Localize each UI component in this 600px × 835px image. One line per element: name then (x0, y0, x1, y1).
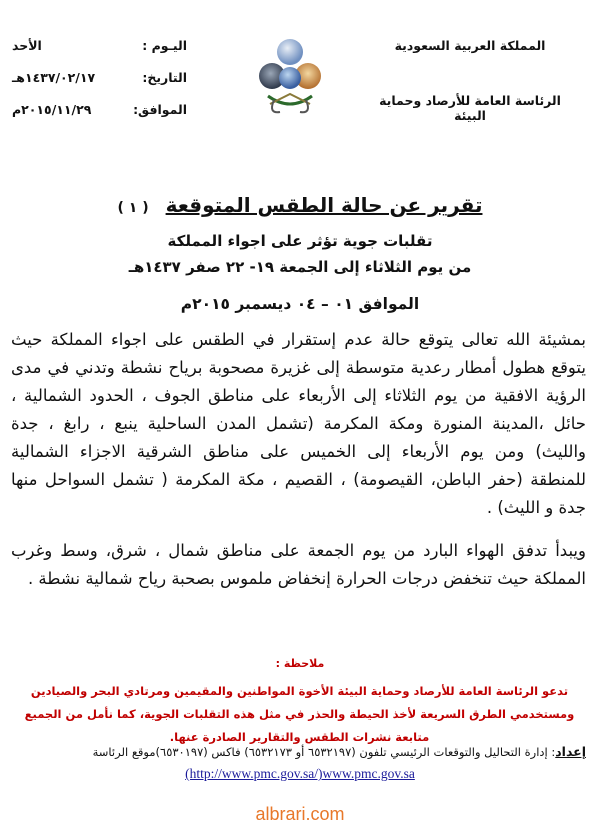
note-heading: ملاحظة : (275, 657, 325, 670)
greg-date-row (12, 102, 187, 117)
greg-date-value: ٢٠١٥/١١/٢٩م (12, 102, 92, 117)
watermark: albrari.com (255, 804, 345, 824)
report-title (0, 193, 600, 217)
agency-name: الرئاسة العامة للأرصاد وحماية البيئة (379, 93, 561, 123)
day-label: اليـوم : (142, 38, 187, 53)
header-org-block (370, 38, 570, 123)
pme-emblem-icon (240, 34, 340, 124)
day-row (12, 38, 187, 53)
report-number: ( ١ ) (117, 200, 149, 216)
hijri-date-row (12, 70, 187, 85)
country-name: المملكة العربية السعودية (394, 38, 546, 53)
report-subtitle-3: الموافق ٠١ – ٠٤ ديسمبر ٢٠١٥م (180, 295, 420, 313)
report-subtitle-1: تقلبات جوية تؤثر على اجواء المملكة (167, 232, 433, 250)
report-title-text: تقرير عن حالة الطقس المتوقعة (165, 193, 483, 217)
body-paragraph-2: ويبدأ تدفق الهواء البارد من يوم الجمعة على مناطق شمال ، شرق، وسط وغرب المملكة حيث تنخفض درجات الحرارة إنخفاض ملموس بصحبة رياح شمالية نشطة . (11, 541, 586, 588)
prepared-by-text: : إدارة التحاليل والتوقعات الرئيسي تلفون (٦٥٣٢١٩٧ أو ٦٥٣٢١٧٣) فاكس (٦٥٣٠١٩٧)موقع الرئاسة (92, 745, 556, 759)
website-line (0, 766, 600, 782)
website-link[interactable]: (http://www.pmc.gov.sa/)www.pmc.gov.sa (185, 766, 415, 781)
greg-date-label: الموافق: (133, 102, 187, 117)
prepared-by-line (11, 741, 586, 763)
prepared-by-label: إعداد (555, 744, 586, 759)
body-paragraph-1: بمشيئة الله تعالى يتوقع حالة عدم إستقرار في الطقس على اجواء المملكة حيث يتوقع هطول أمطار رعدية متوسطة إلى غزيرة مصحوبة برياح نشطة وتدني في مدى الرؤية الافقية من يوم الثلاثاء إلى الأربعاء على مناطق الجوف ، الحدود الشمالية ، حائل ،المدينة المنورة ومكة المكرمة (تشمل المدن الساحلية ينبع ، رابغ ، جدة والليث) ومن يوم الأربعاء إلى الخميس على مناطق الشرقية الاجزاء الشمالية للمنطقة (حفر الباطن، القيصومة) ، القصيم ، مكة المكرمة ( تشمل السواحل منها جدة و الليث) . (11, 330, 586, 517)
note-body: تدعو الرئاسة العامة للأرصاد وحماية البيئة الأخوة المواطنين والمقيمين ومرتادي البحر والصيادين ومستخدمي الطرق السريعة لأخذ الحيطة والحذر في مثل هذه التقلبات الجوية، كما نأمل من الجميع متابعة نشرات الطقس والتقارير الصادرة عنها. (24, 684, 575, 744)
header-date-block (12, 38, 187, 134)
hijri-date-label: التاريخ: (142, 70, 187, 85)
day-value: الأحد (12, 38, 42, 53)
hijri-date-value: ١٤٣٧/٠٢/١٧هـ (12, 70, 96, 85)
report-subtitle-2: من يوم الثلاثاء إلى الجمعة ١٩- ٢٢ صفر ١٤٣٧هـ (128, 258, 472, 276)
